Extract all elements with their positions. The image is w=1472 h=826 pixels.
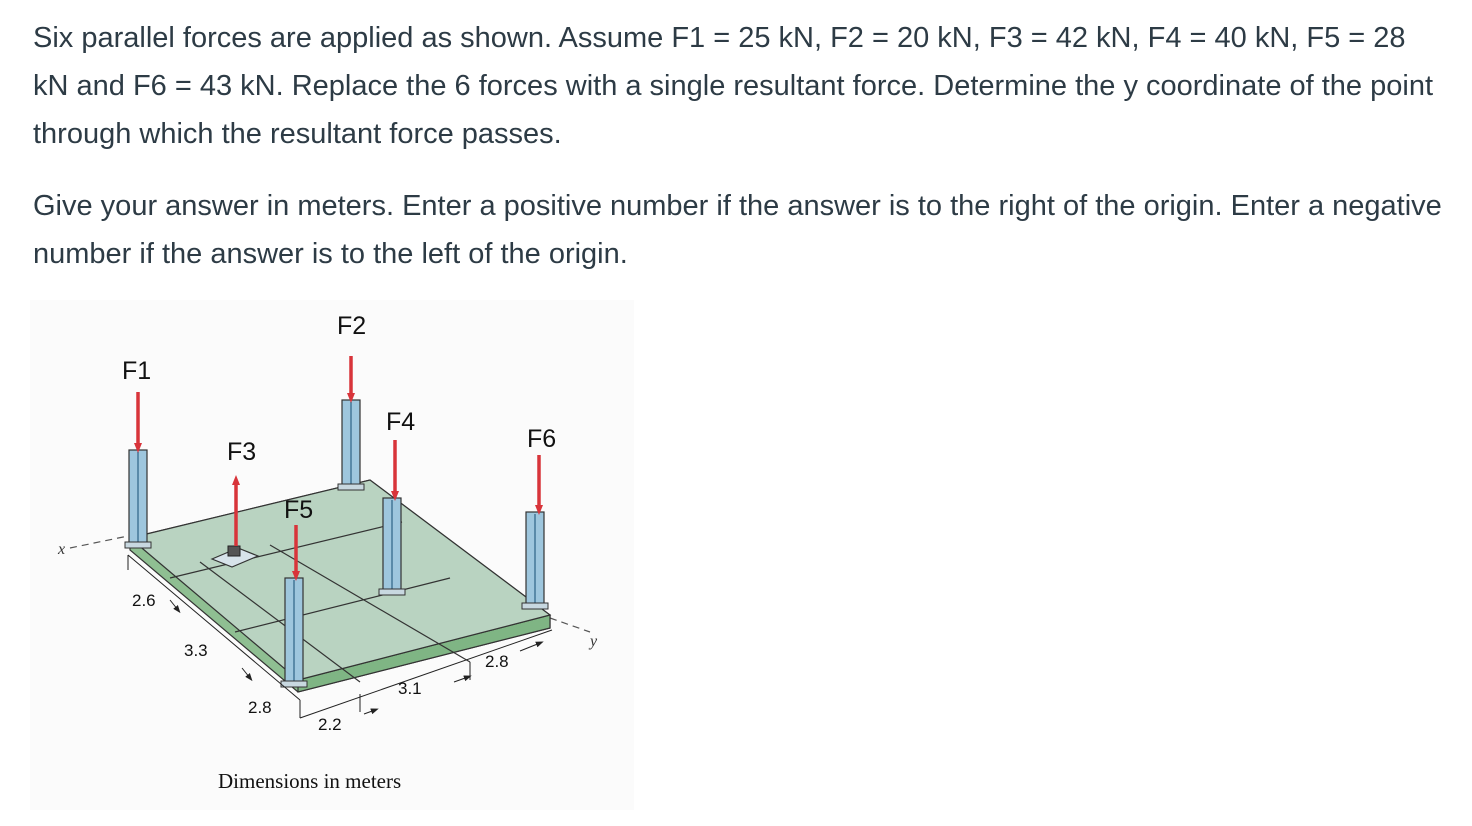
f1-label: F1 <box>122 357 152 385</box>
dim-3-1: 3.1 <box>398 679 422 698</box>
y-axis <box>550 618 598 650</box>
force-diagram <box>30 300 634 810</box>
force-diagram-svg <box>30 300 634 810</box>
figure-caption: Dimensions in meters <box>218 769 402 793</box>
dim-2-6: 2.6 <box>132 591 156 610</box>
question-text <box>33 14 1448 278</box>
column-f1 <box>125 450 151 548</box>
dim-2-8-left: 2.8 <box>248 698 272 717</box>
x-axis-label: x <box>58 541 66 558</box>
x-axis <box>57 536 128 558</box>
f2-label: F2 <box>337 312 367 340</box>
f5-label: F5 <box>284 496 314 524</box>
f6-label: F6 <box>527 425 557 453</box>
column-f6 <box>522 512 548 609</box>
column-f5 <box>281 578 307 687</box>
dim-2-8-right: 2.8 <box>485 652 509 671</box>
f4-label: F4 <box>386 408 416 436</box>
dim-3-3: 3.3 <box>184 641 208 660</box>
column-f2 <box>338 400 364 490</box>
f3-label: F3 <box>227 438 257 466</box>
y-axis-label: y <box>590 633 598 650</box>
question-paragraph-1: Six parallel forces are applied as shown. Assume F1 = 25 kN, F2 = 20 kN, F3 = 42 kN, F4 = 40 kN, F5 = 28 kN and F6 = 43 kN. Replace the 6 forces with a single resultant force. Determine the y coordinate of the point through which the resultant force passes. <box>33 22 1434 150</box>
dim-2-2: 2.2 <box>318 715 342 734</box>
question-paragraph-2: Give your answer in meters. Enter a positive number if the answer is to the right of the origin. Enter a negative number if the answer is to the left of the origin. <box>33 190 1442 270</box>
column-f4 <box>379 498 405 595</box>
